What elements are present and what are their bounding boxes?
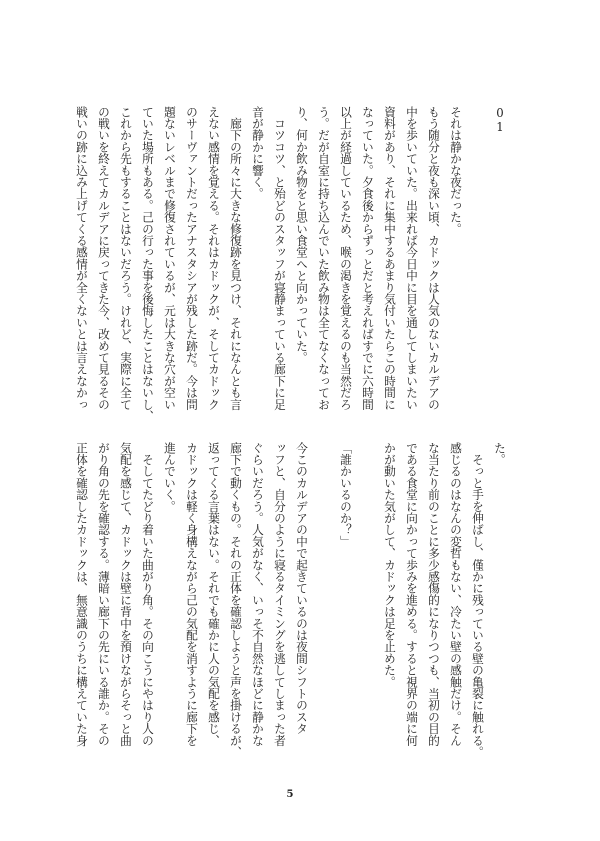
text-line: 「誰かいるのか？」 xyxy=(339,442,353,548)
text-line: 今このカルデアの中で起きているのは夜間シフトのスタ xyxy=(295,442,309,735)
text-line: な当たり前のことに多少感傷的になりつつも、当初の目的 xyxy=(427,442,441,747)
text-line: 廊下の所々に大きな修復跡を見つけ、それになんとも言 xyxy=(229,106,243,411)
text-line: えない感情を覚える。それはカドックが、そしてカドック xyxy=(207,106,221,411)
chapter-number: 01 xyxy=(493,106,507,134)
text-line: り、何か飲み物をと思い食堂へと向かっていた。 xyxy=(295,106,309,364)
blank-line xyxy=(467,106,489,412)
text-line: 進んでいく。 xyxy=(163,442,177,513)
text-line: 戦いの跡に込み上げてくる感情が全くないとは言えなかっ xyxy=(75,106,89,411)
text-line: ぐらいだろう。人気がなく、いっそ不自然なほどに静かな xyxy=(251,442,265,747)
text-line: かが動いた気がして、カドックは足を止めた。 xyxy=(383,442,397,688)
text-line: 返ってくる言葉はない。それでも確かに人の気配を感じ、 xyxy=(207,442,221,747)
upper-text-block xyxy=(71,106,511,422)
text-line: のサーヴァントだったアナスタシアが残した跡だ。今は問 xyxy=(185,106,199,411)
text-line: 題ないレベルまで修復されているが、元は大きな穴が空い xyxy=(163,106,177,411)
text-line xyxy=(357,442,379,748)
text-line: 正体を確認したカドックは、無意識のうちに構えていた身 xyxy=(75,442,89,747)
text-line: カドックは軽く身構えながら己の気配を消すように廊下を xyxy=(185,442,199,747)
text-line: 感じるのはなんの変哲もない、冷たい壁の感触だけ。そん xyxy=(449,442,463,747)
text-line: た。 xyxy=(493,442,507,466)
text-line: である食堂に向かって歩みを進める。すると視界の端に何 xyxy=(405,442,419,747)
text-line: コツコツ、と殆どのスタッフが寝静まっている廊下に足 xyxy=(273,106,287,411)
text-line: がり角の先を確認する。薄暗い廊下の先にいる誰か。その xyxy=(97,442,111,747)
text-line: 音が静かに響く。 xyxy=(251,106,265,200)
text-line: 気配を感じて、カドックは壁に背中を預けながらそっと曲 xyxy=(119,442,133,747)
text-line: ッフと、自分のように寝るタイミングを逃してしまった者 xyxy=(273,442,287,747)
text-line xyxy=(313,442,335,748)
text-line: う。だが自室に持ち込んでいた飲み物は全てなくなってお xyxy=(317,106,331,411)
text-line: の戦いを終えてカルデアに戻ってきた今、改めて見るその xyxy=(97,106,111,411)
text-line: そっと手を伸ばし、僅かに残っている壁の亀裂に触れる。 xyxy=(471,442,485,758)
lower-text-block xyxy=(71,442,511,758)
text-line: これから先もすることはないだろう。けれど、実際に全て xyxy=(119,106,133,411)
text-line: 資料があり、それに集中するあまり気付いたらこの時間に xyxy=(383,106,397,411)
text-line: もう随分と夜も深い頃、カドックは人気のないカルデアの xyxy=(427,106,441,411)
text-line: 中を歩いていた。出来れば今日中に目を通してしまいたい xyxy=(405,106,419,411)
text-line: そしてたどり着いた曲がり角。その向こうにやはり人の xyxy=(141,442,155,747)
text-line: それは静かな夜だった。 xyxy=(449,106,463,235)
text-line: ていた場所もある。己の行った事を後悔したことはないし、 xyxy=(141,106,155,422)
text-line: 廊下で動くもの。それの正体を確認しようと声を掛けるが、 xyxy=(229,442,243,758)
text-line: 以上が経過しているため、喉の渇きを覚えるのも当然だろ xyxy=(339,106,353,411)
page-number: 5 xyxy=(286,789,294,800)
text-line: なっていた。夕食後からずっとだと考えればすでに六時間 xyxy=(361,106,375,411)
